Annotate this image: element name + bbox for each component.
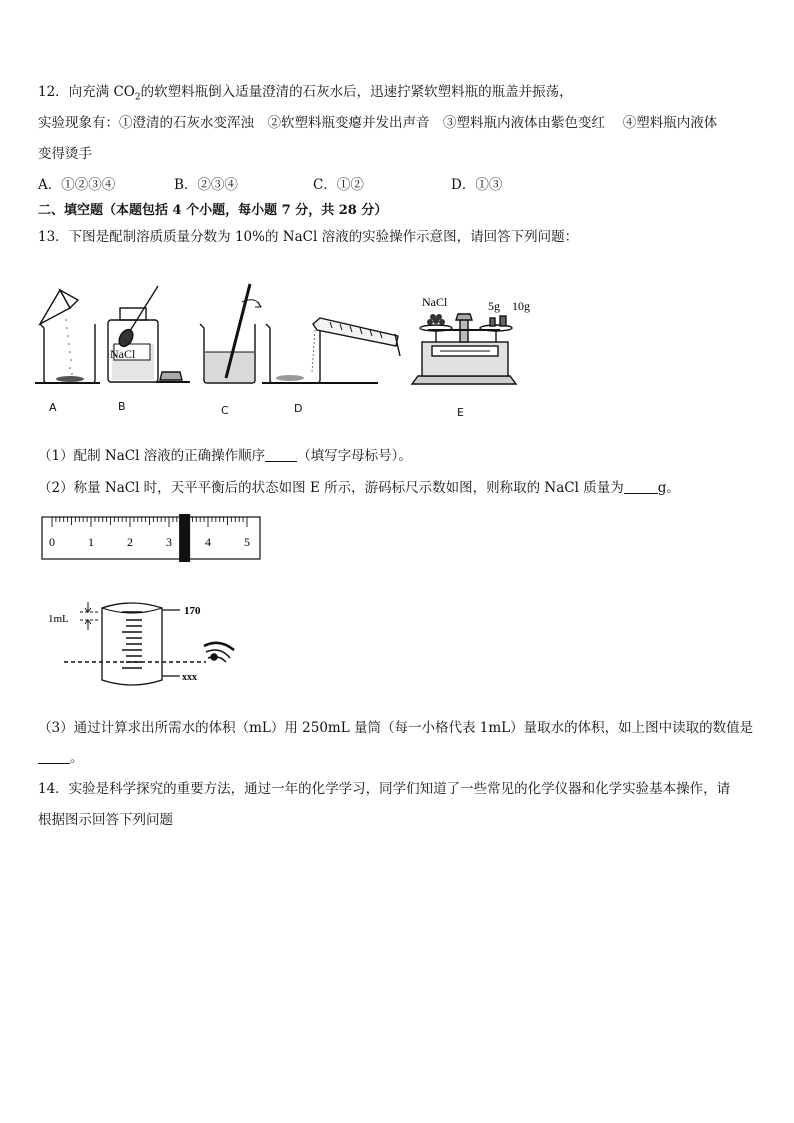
q12-phenomena-line2: 变得烫手 xyxy=(38,146,92,162)
q12-option-b: B．②③④ xyxy=(174,177,238,193)
cylinder-reading-figure xyxy=(44,596,244,692)
caption-c: C xyxy=(221,404,229,417)
top-reading-label: 170 xyxy=(184,605,201,617)
rider-scale-ruler xyxy=(40,513,264,565)
q13-sub2-post: g。 xyxy=(657,480,680,496)
salt-pile-icon xyxy=(427,314,445,325)
ruler-number: 3 xyxy=(166,535,172,549)
q13-sub3-line2 xyxy=(38,749,84,767)
experiment-apparatus-figure xyxy=(30,280,540,420)
caption-a: A xyxy=(49,401,57,414)
ruler-number: 4 xyxy=(205,535,211,549)
caption-d: D xyxy=(294,402,303,415)
answer-blank-2[interactable] xyxy=(624,480,658,494)
q12-stem xyxy=(38,83,573,107)
q13-sub1 xyxy=(38,447,412,465)
q13-sub1-pre: （1）配制 NaCl 溶液的正确操作顺序 xyxy=(38,448,266,464)
answer-blank-3[interactable] xyxy=(38,750,70,764)
q12-stem-post: 的软塑料瓶倒入适量澄清的石灰水后，迅速拧紧软塑料瓶的瓶盖并振荡， xyxy=(140,84,573,100)
q13-sub1-post: （填写字母标号）。 xyxy=(297,448,412,464)
weight-10g-label: 10g xyxy=(512,299,530,313)
q12-phenomena-line1: 实验现象有：①澄清的石灰水变浑浊 ②软塑料瓶变瘪并发出声音 ③塑料瓶内液体由紫色变红 ④塑料瓶内液体 xyxy=(38,115,718,131)
water-stream-icon xyxy=(312,330,315,372)
unit-label: 1mL xyxy=(48,613,69,625)
eye-icon xyxy=(204,643,234,662)
q13-sub2-pre: （2）称量 NaCl 时，天平平衡后的状态如图 E 所示，游码标尺示数如图，则称取的 NaCl 质量为 xyxy=(38,480,624,496)
caption-e: E xyxy=(457,406,464,419)
ruler-number: 2 xyxy=(127,535,133,549)
q12-option-a: A．①②③④ xyxy=(38,177,116,193)
ruler-number: 0 xyxy=(49,535,55,549)
bottle-label: NaCl xyxy=(110,347,136,361)
q13-sub3-line1: （3）通过计算求出所需水的体积（mL）用 250mL 量筒（每一小格代表 1mL）量取水的体积，如上图中读取的数值是 xyxy=(38,720,754,736)
q14-line1: 14．实验是科学探究的重要方法，通过一年的化学学习，同学们知道了一些常见的化学仪器和化学实验基本操作，请 xyxy=(38,781,731,797)
ruler-number: 1 xyxy=(88,535,94,549)
reagent-bottle-b-icon xyxy=(108,308,158,382)
spoon-icon xyxy=(116,286,158,349)
caption-b: B xyxy=(118,400,126,413)
q12-option-c: C．①② xyxy=(313,177,364,193)
ruler-number: 5 xyxy=(244,535,250,549)
q12-stem-subscript: 2 xyxy=(134,92,141,103)
beaker-d-icon xyxy=(266,324,320,383)
q13-sub2 xyxy=(38,479,680,497)
q13-stem: 13．下图是配制溶质质量分数为 10%的 NaCl 溶液的实验操作示意图，请回答下列问题： xyxy=(38,229,579,245)
weight-5g-label: 5g xyxy=(488,299,500,313)
graduated-cylinder-pouring-icon xyxy=(313,318,400,356)
q13-sub3-post: 。 xyxy=(70,750,84,766)
q14-line2: 根据图示回答下列问题 xyxy=(38,812,173,828)
bottom-reading-label: xxx xyxy=(182,672,197,683)
bottle-stopper-icon xyxy=(156,372,190,382)
q12-stem-pre: 12．向充满 CO xyxy=(38,84,135,100)
pouring-powder-icon xyxy=(56,319,84,382)
q12-option-d: D．①③ xyxy=(451,177,503,193)
rider-marker xyxy=(179,514,190,562)
balance-nacl-label: NaCl xyxy=(422,295,448,309)
section-heading: 二、填空题（本题包括 4 个小题，每小题 7 分，共 28 分） xyxy=(38,203,388,218)
unit-bracket xyxy=(80,602,100,630)
answer-blank-1[interactable] xyxy=(265,448,297,462)
